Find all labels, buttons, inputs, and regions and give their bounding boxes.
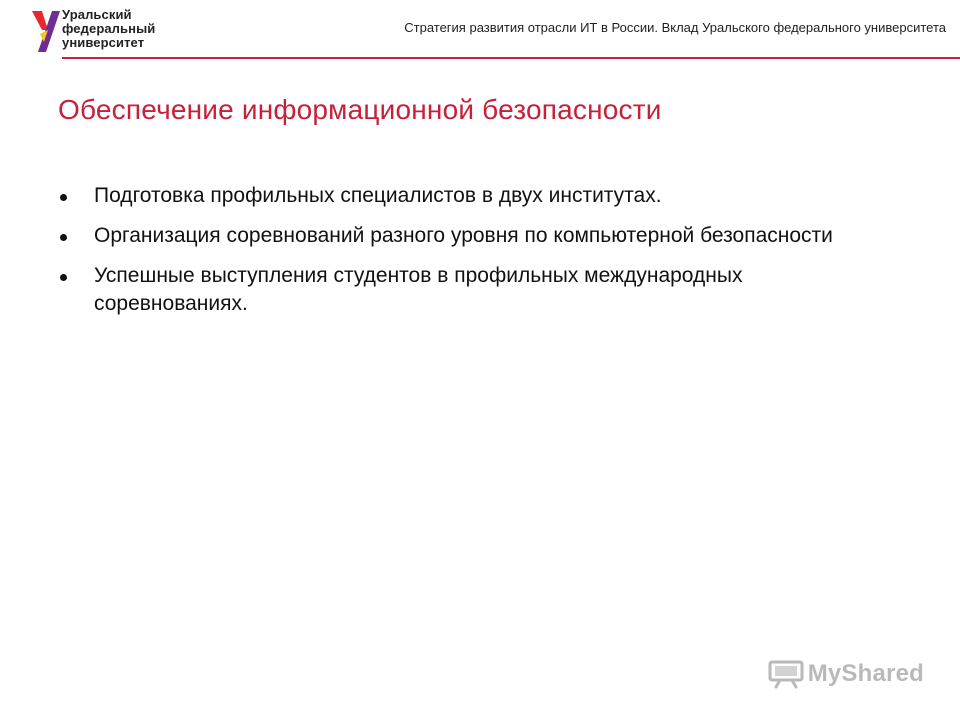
bullet-dot-icon (60, 234, 67, 241)
bullet-item (58, 262, 898, 318)
bullet-list (58, 182, 898, 330)
bullet-text: Успешные выступления студентов в профильных международных соревнованиях. (94, 264, 743, 315)
header-subtitle: Стратегия развития отрасли ИТ в России. Вклад Уральского федерального университета (404, 20, 946, 35)
bullet-item (58, 222, 898, 250)
bullet-text: Подготовка профильных специалистов в двух институтах. (94, 184, 662, 207)
logo-line-1: Уральский (62, 7, 132, 22)
header-divider (62, 57, 960, 59)
watermark-text: MyShared (807, 660, 924, 687)
slide-title: Обеспечение информационной безопасности (58, 94, 662, 125)
logo-line-2: федеральный (62, 21, 156, 36)
bullet-dot-icon (60, 274, 67, 281)
bullet-text: Организация соревнований разного уровня по компьютерной безопасности (94, 224, 833, 247)
myshared-watermark (768, 656, 924, 692)
slide-header (0, 0, 960, 70)
logo-text (62, 8, 155, 50)
projector-icon (768, 659, 804, 689)
bullet-item (58, 182, 898, 210)
urfu-logo-mark-icon (30, 8, 62, 54)
urfu-logo (30, 8, 180, 58)
bullet-dot-icon (60, 194, 67, 201)
logo-line-3: университет (62, 35, 145, 50)
